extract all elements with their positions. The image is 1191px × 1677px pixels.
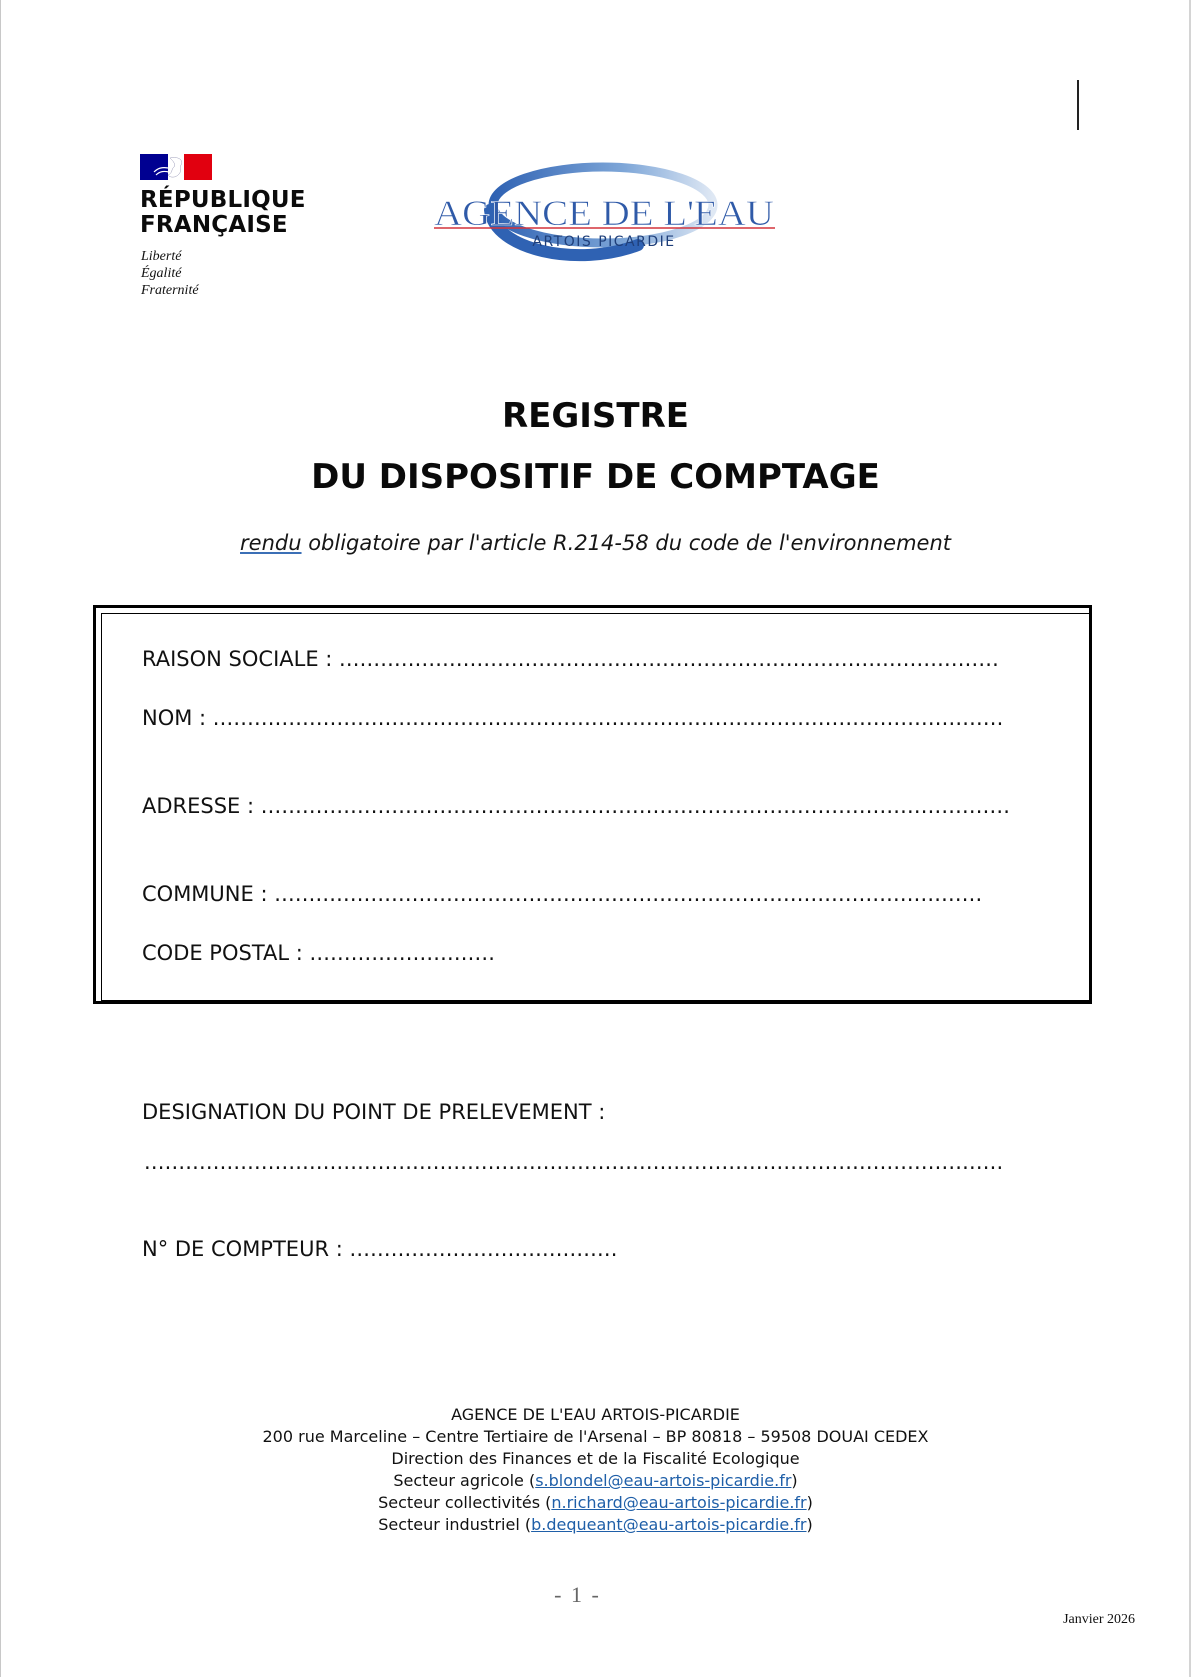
field-nom[interactable] (142, 706, 1003, 730)
agence-eau-logo (428, 150, 778, 280)
compteur-label: N° DE COMPTEUR : (142, 1237, 343, 1261)
svg-text:AGENCE DE L'EAU: AGENCE DE L'EAU (434, 193, 775, 233)
svg-text:ARTOIS PICARDIE: ARTOIS PICARDIE (532, 234, 676, 250)
raison-sociale-blank[interactable]: ................................................................................................ (339, 647, 1000, 671)
email-link-industriel[interactable]: b.dequeant@eau-artois-picardie.fr (531, 1515, 807, 1534)
marianne-flag-icon (140, 154, 212, 180)
commune-label: COMMUNE : (142, 882, 268, 906)
email-link-collectivites[interactable]: n.richard@eau-artois-picardie.fr (551, 1493, 807, 1512)
field-commune[interactable] (142, 882, 982, 906)
footer-agency-name: AGENCE DE L'EAU ARTOIS-PICARDIE (451, 1405, 740, 1424)
text-cursor (1077, 80, 1079, 130)
nom-label: NOM : (142, 706, 207, 730)
republique-motto: Liberté Égalité Fraternité (141, 249, 199, 298)
compteur-blank[interactable]: ....................................... (349, 1237, 618, 1261)
footer-address: 200 rue Marceline – Centre Tertiaire de l'Arsenal – BP 80818 – 59508 DOUAI CEDEX (262, 1427, 929, 1446)
subtitle-underlined-word: rendu (240, 531, 302, 555)
subtitle-text: obligatoire par l'article R.214-58 du code de l'environnement (301, 531, 951, 555)
code-postal-blank[interactable]: ........................... (309, 941, 496, 965)
code-postal-label: CODE POSTAL : (142, 941, 303, 965)
field-adresse[interactable] (142, 794, 1010, 818)
footer-contact-agricole: Secteur agricole (s.blondel@eau-artois-picardie.fr) (393, 1471, 798, 1490)
field-raison-sociale[interactable] (142, 647, 999, 671)
designation-blank[interactable]: ............................................................................................................................. (144, 1150, 1004, 1174)
field-designation-label (142, 1100, 605, 1124)
email-link-agricole[interactable]: s.blondel@eau-artois-picardie.fr (535, 1471, 792, 1490)
adresse-label: ADRESSE : (142, 794, 255, 818)
commune-blank[interactable]: ....................................................................................................... (274, 882, 983, 906)
field-compteur[interactable] (142, 1237, 618, 1261)
nom-blank[interactable]: ................................................................................................................... (212, 706, 1004, 730)
adresse-blank[interactable]: ............................................................................................................. (260, 794, 1011, 818)
page-number: - 1 - (554, 1582, 601, 1607)
raison-sociale-label: RAISON SOCIALE : (142, 647, 333, 671)
republique-francaise-wordmark: RÉPUBLIQUE FRANÇAISE (140, 187, 306, 238)
document-subtitle (0, 531, 1191, 555)
field-code-postal[interactable] (142, 941, 495, 965)
designation-label: DESIGNATION DU POINT DE PRELEVEMENT : (142, 1100, 606, 1124)
page-left-edge (0, 0, 1, 1677)
document-date: Janvier 2026 (1063, 1612, 1135, 1627)
document-title: REGISTRE (501, 396, 690, 436)
footer-direction: Direction des Finances et de la Fiscalité Ecologique (391, 1449, 800, 1468)
field-designation[interactable] (144, 1150, 1003, 1174)
republique-francaise-logo (140, 154, 330, 298)
document-title-line2: DU DISPOSITIF DE COMPTAGE (311, 457, 880, 497)
footer-contact-industriel: Secteur industriel (b.dequeant@eau-artois-picardie.fr) (378, 1515, 813, 1534)
footer-contact-collectivites: Secteur collectivités (n.richard@eau-artois-picardie.fr) (378, 1493, 813, 1512)
